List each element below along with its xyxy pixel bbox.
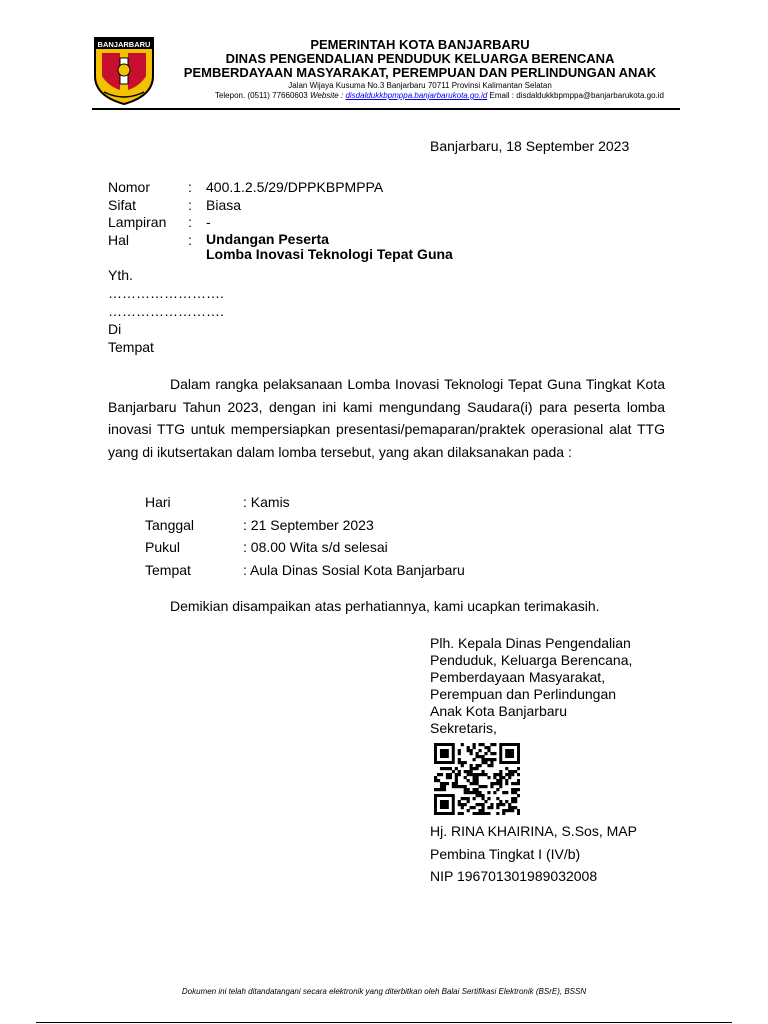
recipient-di: Di [108,321,122,337]
signature-title [430,635,690,737]
meta-subject [206,232,453,262]
recipient-yth: Yth. [108,267,133,283]
schedule-label: Pukul [145,539,181,555]
city-logo-icon [92,36,156,106]
meta-label: Hal [108,231,130,248]
schedule-row [145,536,465,559]
telephone: Telepon. (0511) 77660603 [214,91,308,100]
logo-lettering: BANJARBARU [97,40,151,49]
meta-value: 400.1.2.5/29/DPPKBPMPPA [206,179,384,195]
schedule-value: : Kamis [243,494,290,510]
letterhead-line2: DINAS PENGENDALIAN PENDUDUK KELUARGA BERENCANA [225,51,615,66]
meta-label: Nomor [108,179,151,195]
recipient-dots: ……………………. [108,303,224,319]
signature-line: Sekretaris, [430,720,497,736]
signature-line: Penduduk, Keluarga Berencana, [430,652,633,668]
letterhead-address: Jalan Wijaya Kusuma No.3 Banjarbaru 70711 Provinsi Kalimantan Selatan [288,81,552,90]
meta-colon: : [188,231,192,248]
recipient-block [108,266,224,356]
page-bottom-line [36,1022,732,1023]
meta-colon: : [188,196,192,213]
schedule-value: : 21 September 2023 [243,516,374,533]
signature-line: Anak Kota Banjarbaru [430,703,567,719]
meta-colon: : [188,179,192,195]
schedule-value: : 08.00 Wita s/d selesai [243,539,388,555]
schedule-list [145,491,465,581]
meta-colon: : [188,214,192,230]
meta-value: - [206,214,211,230]
meta-value: Biasa [206,196,242,213]
letterhead-line3: PEMBERDAYAAN MASYARAKAT, PEREMPUAN DAN PERLINDUNGAN ANAK [183,65,657,80]
qr-code-icon [434,743,520,815]
website-label: Website : [310,91,344,100]
letterhead-contact [160,91,680,101]
signature-line: Perempuan dan Perlindungan [430,686,617,702]
meta-label: Lampiran [108,214,167,230]
closing-sentence: Demikian disampaikan atas perhatiannya, kami ucapkan terimakasih. [170,598,600,614]
website-link[interactable]: disdaldukkbpmppa.banjarbarukota.go.id [345,91,488,100]
meta-row-nomor [108,179,453,197]
email: Email : disdaldukkbpmppa@banjarbarukota.go.id [489,91,664,100]
place-date: Banjarbaru, 18 September 2023 [430,138,630,154]
signature-line: Plh. Kepala Dinas Pengendalian [430,635,631,651]
body-paragraph: Dalam rangka pelaksanaan Lomba Inovasi Teknologi Tepat Guna Tingkat Kota Banjarbaru Tahun 2023, dengan ini kami mengundang Saudara(i) para peserta lomba inovasi TTG untuk mempersiapkan presentasi/pemaparan/praktek operasional alat TTG yang di ikutsertakan dalam lomba tersebut, yang akan dilaksanakan pada : [108,376,665,460]
e-signature-footer: Dokumen ini telah ditandatangani secara elektronik yang diterbitkan oleh Balai Sertifikasi Elektronik (BSrE), BSSN [181,987,587,996]
subject-line1: Undangan Peserta [206,230,329,247]
schedule-row [145,491,465,514]
letterhead [160,38,680,101]
letterhead-divider [92,108,680,110]
signer-rank: Pembina Tingkat I (IV/b) [430,845,581,862]
schedule-row [145,514,465,537]
schedule-row [145,559,465,582]
letterhead-line1: PEMERINTAH KOTA BANJARBARU [310,37,530,52]
meta-row-lampiran [108,214,453,232]
signer-nip: NIP 196701301989032008 [430,868,598,884]
recipient-dots: ……………………. [108,285,224,301]
meta-label: Sifat [108,196,137,213]
recipient-tempat: Tempat [108,339,154,355]
meta-row-hal [108,232,453,262]
schedule-label: Tempat [145,561,191,578]
schedule-label: Tanggal [145,516,195,533]
signer-block [430,820,637,888]
signer-name: Hj. RINA KHAIRINA, S.Sos, MAP [430,823,637,839]
signature-line: Pemberdayaan Masyarakat, [430,669,606,685]
schedule-value: : Aula Dinas Sosial Kota Banjarbaru [243,561,465,578]
schedule-label: Hari [145,494,171,510]
letter-meta [108,179,453,262]
subject-line2: Lomba Inovasi Teknologi Tepat Guna [206,245,453,262]
meta-row-sifat [108,197,453,215]
